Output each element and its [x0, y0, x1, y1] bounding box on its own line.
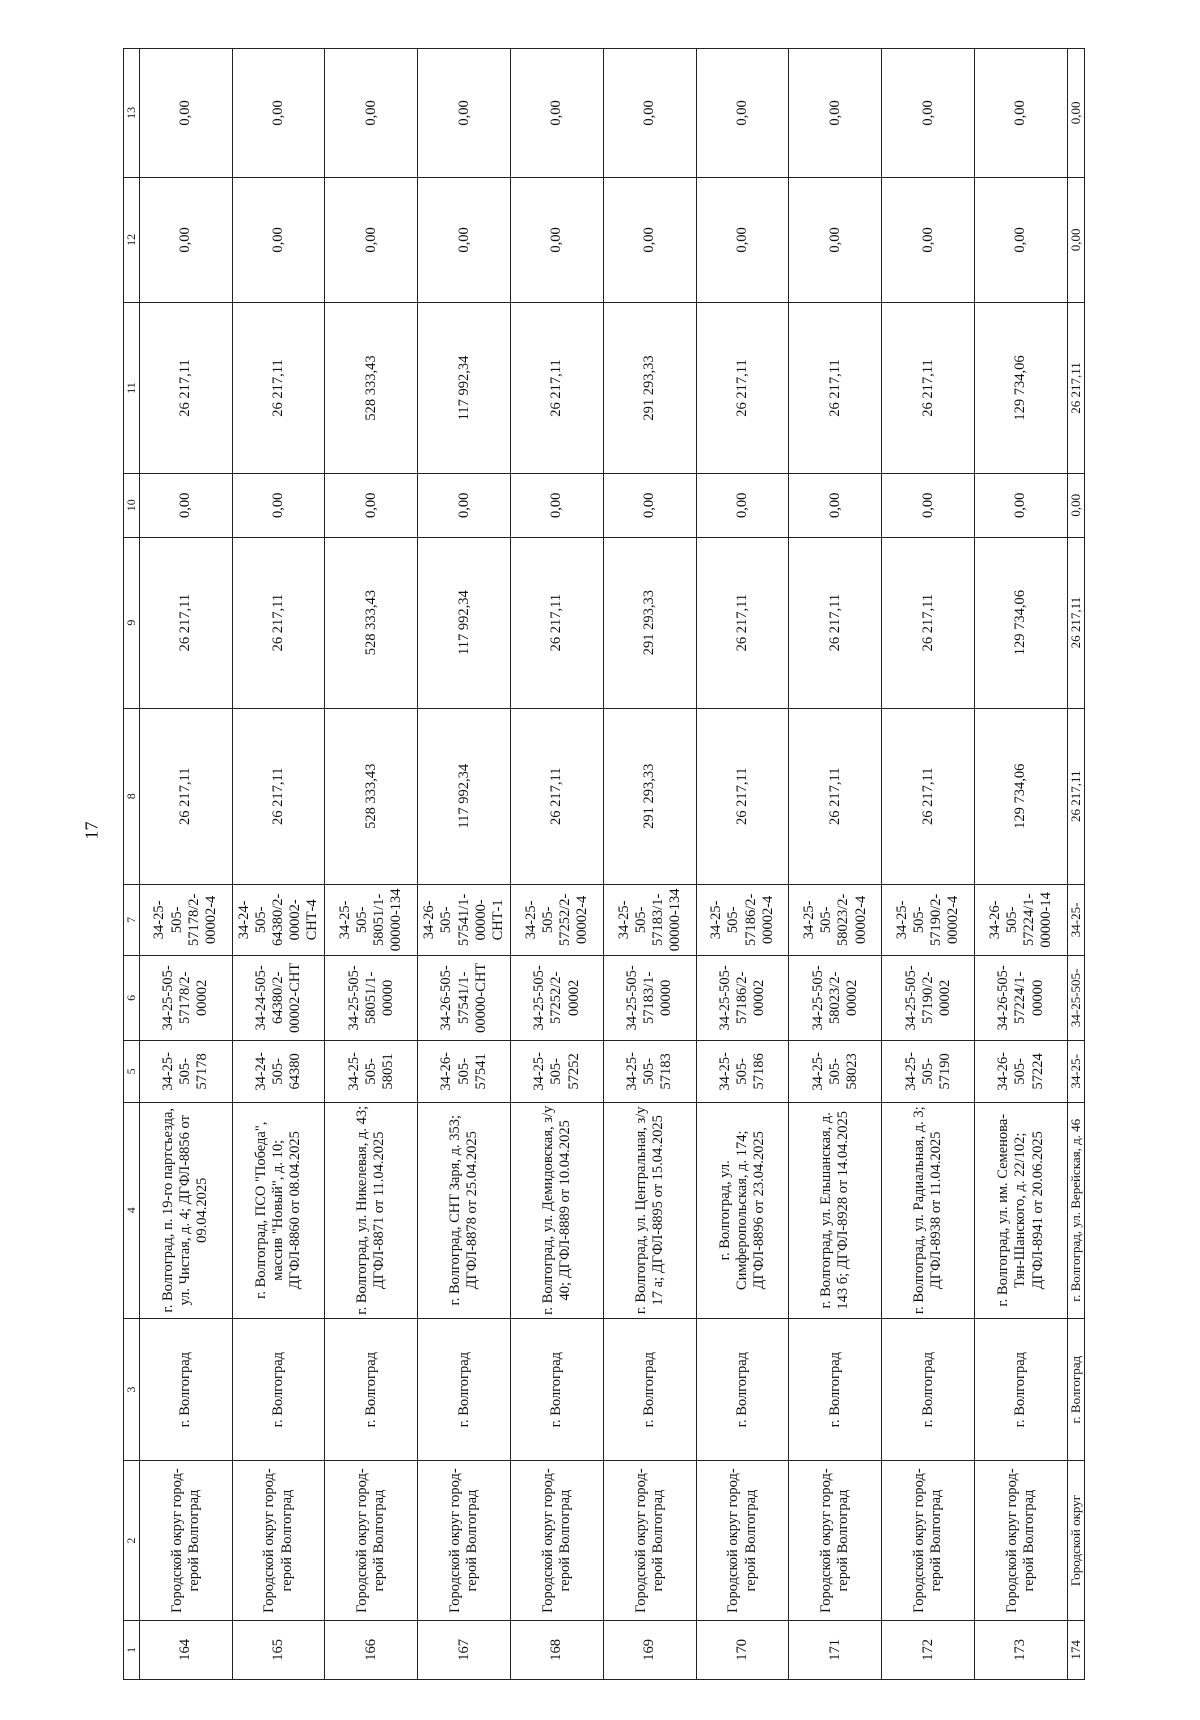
column-header: 5: [124, 1041, 140, 1103]
cell-amount-paid: 291 293,33: [603, 303, 696, 474]
cell-amount-total: 26 217,11: [1067, 708, 1084, 885]
cell-amount-financed: 129 734,06: [975, 537, 1068, 708]
cell-amount-financed: 291 293,33: [603, 537, 696, 708]
cell-settlement: г. Волгоград: [696, 1318, 789, 1460]
table-row: [511, 49, 604, 1680]
cell-row-number: 169: [603, 1620, 696, 1679]
cell-cadastral-quarter: 34-25-505-57178: [139, 1041, 232, 1103]
cell-subobject-id: 34-25-505-57183/1-00000-134: [603, 885, 696, 956]
cell-municipality: Городской округ город-герой Волгоград: [696, 1461, 789, 1620]
column-header: 7: [124, 885, 140, 956]
cell-row-number: 167: [418, 1620, 511, 1679]
cell-subobject-id: 34-25-505-58023/2-00002-4: [789, 885, 882, 956]
cell-object-id: 34-24-505-64380/2-00002-СНТ: [232, 955, 325, 1040]
cell-amount-financed: 26 217,11: [511, 537, 604, 708]
cell-amount-zero: 0,00: [325, 473, 418, 537]
cell-object-id: 34-25-505-57186/2-00002: [696, 955, 789, 1040]
cell-address-document: г. Волгоград, ул. Симферопольская, д. 174; ДГФЛ-8896 от 23.04.2025: [696, 1102, 789, 1318]
cell-address-document: г. Волгоград, ПСО "Победа", массив "Новый", д. 10; ДГФЛ-8860 от 08.04.2025: [232, 1102, 325, 1318]
cell-subobject-id: 34-25-505-58051/1-00000-134: [325, 885, 418, 956]
data-table: [123, 48, 1085, 1680]
cell-amount-col13: 0,00: [139, 49, 232, 178]
cell-address-document: г. Волгоград, ул. Центральная, з/у 17 а; ДГФЛ-8895 от 15.04.2025: [603, 1102, 696, 1318]
cell-amount-col12: 0,00: [511, 177, 604, 302]
cell-row-number: 172: [882, 1620, 975, 1679]
cell-settlement: г. Волгоград: [418, 1318, 511, 1460]
column-header: 11: [124, 303, 140, 474]
cell-object-id: 34-26-505-57541/1-00000-СНТ: [418, 955, 511, 1040]
column-header: 13: [124, 49, 140, 178]
cell-address-document: г. Волгоград, ул. Никелевая, д. 43; ДГФЛ-8871 от 11.04.2025: [325, 1102, 418, 1318]
cell-amount-col13: 0,00: [603, 49, 696, 178]
cell-amount-total: 26 217,11: [232, 708, 325, 885]
cell-amount-paid: 26 217,11: [696, 303, 789, 474]
cell-amount-financed: 528 333,43: [325, 537, 418, 708]
cell-amount-col13: 0,00: [696, 49, 789, 178]
cell-municipality: Городской округ город-герой Волгоград: [603, 1461, 696, 1620]
cell-object-id: 34-25-505-57190/2-00002: [882, 955, 975, 1040]
cell-object-id: 34-25-505-: [1067, 955, 1084, 1040]
cell-object-id: 34-25-505-57178/2-00002: [139, 955, 232, 1040]
column-header: 1: [124, 1620, 140, 1679]
cell-amount-paid: 26 217,11: [139, 303, 232, 474]
column-header: 6: [124, 955, 140, 1040]
cell-row-number: 174: [1067, 1620, 1084, 1679]
cell-amount-financed: 26 217,11: [882, 537, 975, 708]
cell-address-document: г. Волгоград, ул. Демидовская, з/у 40; ДГФЛ-8889 от 10.04.2025: [511, 1102, 604, 1318]
cell-cadastral-quarter: 34-25-505-58023: [789, 1041, 882, 1103]
cell-cadastral-quarter: 34-24-505-64380: [232, 1041, 325, 1103]
cell-amount-zero: 0,00: [139, 473, 232, 537]
cell-amount-col13: 0,00: [325, 49, 418, 178]
cell-amount-financed: 117 992,34: [418, 537, 511, 708]
cell-address-document: г. Волгоград, ул. Радиальная, д. 3; ДГФЛ-8938 от 11.04.2025: [882, 1102, 975, 1318]
cell-amount-col13: 0,00: [882, 49, 975, 178]
cell-object-id: 34-25-505-57183/1-00000: [603, 955, 696, 1040]
cell-amount-col12: 0,00: [603, 177, 696, 302]
cell-amount-total: 291 293,33: [603, 708, 696, 885]
cell-cadastral-quarter: 34-25-505-57186: [696, 1041, 789, 1103]
cell-amount-total: 117 992,34: [418, 708, 511, 885]
cell-settlement: г. Волгоград: [882, 1318, 975, 1460]
cell-amount-col12: 0,00: [232, 177, 325, 302]
cell-municipality: Городской округ город-герой Волгоград: [882, 1461, 975, 1620]
cell-amount-financed: 26 217,11: [696, 537, 789, 708]
cell-subobject-id: 34-25-505-57186/2-00002-4: [696, 885, 789, 956]
column-header: 4: [124, 1102, 140, 1318]
cell-cadastral-quarter: 34-25-505-57183: [603, 1041, 696, 1103]
page-number: 17: [81, 821, 102, 840]
cell-object-id: 34-25-505-58051/1-00000: [325, 955, 418, 1040]
cell-amount-zero: 0,00: [511, 473, 604, 537]
cell-subobject-id: 34-25-505-57190/2-00002-4: [882, 885, 975, 956]
column-header: 10: [124, 473, 140, 537]
cell-amount-paid: 26 217,11: [882, 303, 975, 474]
cell-amount-col13: 0,00: [1067, 49, 1084, 178]
cell-amount-zero: 0,00: [603, 473, 696, 537]
cell-subobject-id: 34-26-505-57224/1-00000-14: [975, 885, 1068, 956]
cell-amount-total: 26 217,11: [139, 708, 232, 885]
cell-row-number: 171: [789, 1620, 882, 1679]
table-row: [789, 49, 882, 1680]
cell-amount-col13: 0,00: [975, 49, 1068, 178]
cell-subobject-id: 34-24-505-64380/2-00002-СНТ-4: [232, 885, 325, 956]
cell-amount-paid: 26 217,11: [511, 303, 604, 474]
cell-settlement: г. Волгоград: [511, 1318, 604, 1460]
cell-address-document: г. Волгоград, п. 19-го партсъезда, ул. Чистая, д. 4; ДГФЛ-8856 от 09.04.2025: [139, 1102, 232, 1318]
cell-municipality: Городской округ: [1067, 1461, 1084, 1620]
header-row: [124, 49, 140, 1680]
cell-amount-col13: 0,00: [511, 49, 604, 178]
cell-row-number: 170: [696, 1620, 789, 1679]
cell-amount-col12: 0,00: [139, 177, 232, 302]
cell-amount-financed: 26 217,11: [232, 537, 325, 708]
cell-municipality: Городской округ город-герой Волгоград: [418, 1461, 511, 1620]
cell-amount-paid: 26 217,11: [1067, 303, 1084, 474]
table-row: [882, 49, 975, 1680]
cell-amount-total: 26 217,11: [511, 708, 604, 885]
cell-object-id: 34-25-505-57252/2-00002: [511, 955, 604, 1040]
cell-cadastral-quarter: 34-25-505-57190: [882, 1041, 975, 1103]
cell-amount-zero: 0,00: [1067, 473, 1084, 537]
cell-row-number: 165: [232, 1620, 325, 1679]
cell-amount-col12: 0,00: [418, 177, 511, 302]
column-header: 3: [124, 1318, 140, 1460]
cell-cadastral-quarter: 34-25-: [1067, 1041, 1084, 1103]
cell-settlement: г. Волгоград: [232, 1318, 325, 1460]
cell-amount-col12: 0,00: [1067, 177, 1084, 302]
cell-row-number: 168: [511, 1620, 604, 1679]
table-row: [418, 49, 511, 1680]
column-header: 12: [124, 177, 140, 302]
table-row: [325, 49, 418, 1680]
cell-amount-col13: 0,00: [232, 49, 325, 178]
column-header: 9: [124, 537, 140, 708]
cell-amount-zero: 0,00: [232, 473, 325, 537]
cell-subobject-id: 34-25-505-57178/2-00002-4: [139, 885, 232, 956]
cell-settlement: г. Волгоград: [789, 1318, 882, 1460]
cell-amount-col13: 0,00: [418, 49, 511, 178]
cell-settlement: г. Волгоград: [603, 1318, 696, 1460]
table-row: [975, 49, 1068, 1680]
cell-municipality: Городской округ город-герой Волгоград: [511, 1461, 604, 1620]
cell-amount-total: 129 734,06: [975, 708, 1068, 885]
cell-municipality: Городской округ город-герой Волгоград: [975, 1461, 1068, 1620]
cell-amount-col13: 0,00: [789, 49, 882, 178]
cell-settlement: г. Волгоград: [325, 1318, 418, 1460]
cell-amount-zero: 0,00: [975, 473, 1068, 537]
cell-address-document: г. Волгоград, ул. Верейская, д. 46: [1067, 1102, 1084, 1318]
table-row: [603, 49, 696, 1680]
cell-settlement: г. Волгоград: [139, 1318, 232, 1460]
cell-amount-paid: 129 734,06: [975, 303, 1068, 474]
cell-cadastral-quarter: 34-25-505-58051: [325, 1041, 418, 1103]
cell-settlement: г. Волгоград: [975, 1318, 1068, 1460]
cell-amount-total: 528 333,43: [325, 708, 418, 885]
cell-row-number: 173: [975, 1620, 1068, 1679]
cell-amount-paid: 26 217,11: [789, 303, 882, 474]
cell-amount-col12: 0,00: [789, 177, 882, 302]
cell-address-document: г. Волгоград, ул. Ельшанская, д. 143 б; ДГФЛ-8928 от 14.04.2025: [789, 1102, 882, 1318]
cell-municipality: Городской округ город-герой Волгоград: [232, 1461, 325, 1620]
cell-amount-zero: 0,00: [882, 473, 975, 537]
cell-cadastral-quarter: 34-25-505-57252: [511, 1041, 604, 1103]
cell-cadastral-quarter: 34-26-505-57224: [975, 1041, 1068, 1103]
cell-amount-zero: 0,00: [789, 473, 882, 537]
cell-row-number: 166: [325, 1620, 418, 1679]
cell-row-number: 164: [139, 1620, 232, 1679]
table-rotated-container: [123, 48, 1085, 1680]
cell-cadastral-quarter: 34-26-505-57541: [418, 1041, 511, 1103]
cell-amount-total: 26 217,11: [882, 708, 975, 885]
column-header: 2: [124, 1461, 140, 1620]
cell-municipality: Городской округ город-герой Волгоград: [789, 1461, 882, 1620]
cell-amount-col12: 0,00: [882, 177, 975, 302]
cell-municipality: Городской округ город-герой Волгоград: [139, 1461, 232, 1620]
cell-subobject-id: 34-26-505-57541/1-00000-СНТ-1: [418, 885, 511, 956]
table-row: [139, 49, 232, 1680]
cell-amount-financed: 26 217,11: [1067, 537, 1084, 708]
cell-amount-total: 26 217,11: [696, 708, 789, 885]
cell-subobject-id: 34-25-505-57252/2-00002-4: [511, 885, 604, 956]
cell-object-id: 34-25-505-58023/2-00002: [789, 955, 882, 1040]
cell-object-id: 34-26-505-57224/1-00000: [975, 955, 1068, 1040]
cell-settlement: г. Волгоград: [1067, 1318, 1084, 1460]
cell-address-document: г. Волгоград, СНТ Заря, д. 353; ДГФЛ-8878 от 25.04.2025: [418, 1102, 511, 1318]
cell-amount-col12: 0,00: [325, 177, 418, 302]
cell-amount-financed: 26 217,11: [139, 537, 232, 708]
cell-amount-zero: 0,00: [696, 473, 789, 537]
cell-amount-paid: 528 333,43: [325, 303, 418, 474]
cell-amount-col12: 0,00: [696, 177, 789, 302]
table-row: [1067, 49, 1084, 1680]
cell-subobject-id: 34-25-: [1067, 885, 1084, 956]
cell-amount-col12: 0,00: [975, 177, 1068, 302]
cell-amount-paid: 26 217,11: [232, 303, 325, 474]
cell-amount-total: 26 217,11: [789, 708, 882, 885]
cell-municipality: Городской округ город-герой Волгоград: [325, 1461, 418, 1620]
table-row: [232, 49, 325, 1680]
cell-amount-financed: 26 217,11: [789, 537, 882, 708]
cell-address-document: г. Волгоград, ул. им. Семенова-Тян-Шанского, д. 22/102; ДГФЛ-8941 от 20.06.2025: [975, 1102, 1068, 1318]
table-row: [696, 49, 789, 1680]
cell-amount-paid: 117 992,34: [418, 303, 511, 474]
cell-amount-zero: 0,00: [418, 473, 511, 537]
column-header: 8: [124, 708, 140, 885]
